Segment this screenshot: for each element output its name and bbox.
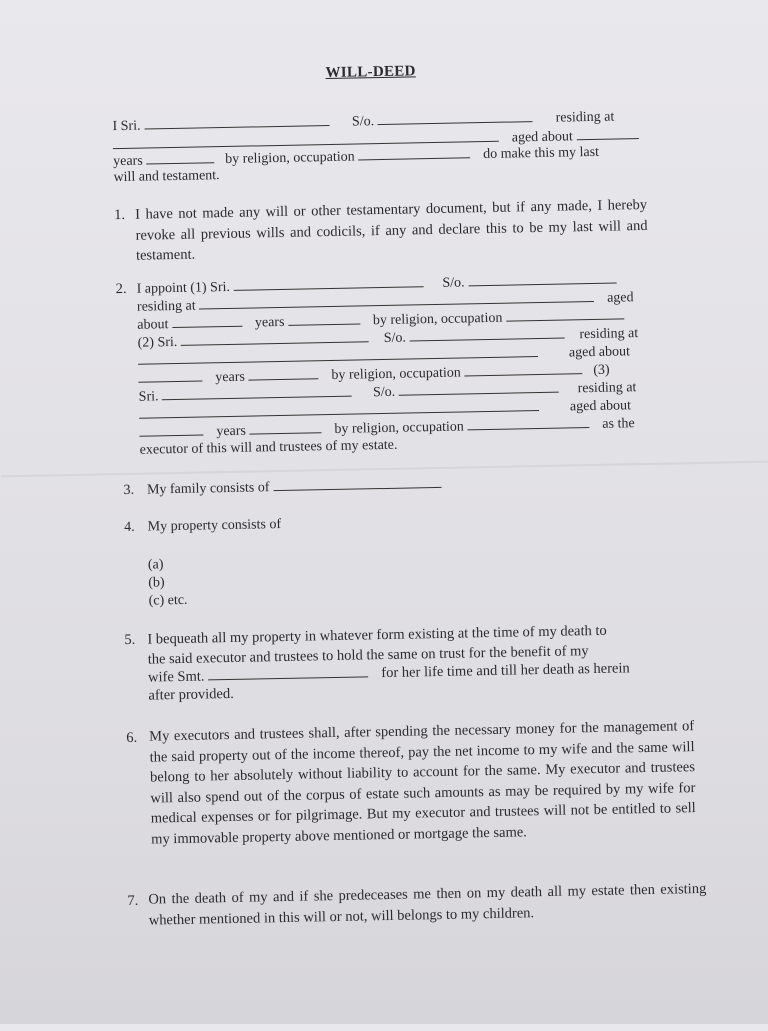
executor-1-residing-label: residing at (136, 298, 196, 315)
executor-2-residing-label: residing at (579, 326, 639, 343)
executor-3-aged-label: aged about (569, 398, 632, 415)
executor-2-so-label: S/o. (383, 330, 407, 346)
clause-5-line-2: the said executor and trustees to hold the same on trust for the benefit of my (147, 643, 589, 668)
executor-2-aged-label: aged about (568, 344, 631, 361)
executor-1-years-label: years (254, 314, 285, 331)
executor-3-so-label: S/o. (372, 384, 396, 401)
intro-do-make-label: do make this my last (482, 144, 600, 163)
wife-smt-label: wife Smt. (147, 668, 205, 686)
executor-2-occupation-blank[interactable] (464, 360, 582, 376)
executor-3-name-blank[interactable] (162, 383, 352, 401)
appoint-label: I appoint (1) Sri. (136, 279, 231, 297)
executor-3-religion-label: by religion, occupation (334, 419, 465, 437)
clause-5-number: 5. (124, 631, 136, 649)
wife-name-blank[interactable] (208, 663, 368, 680)
executor-2-age-blank[interactable] (138, 367, 202, 382)
life-time-label: for her life time and till her death as herein (381, 660, 630, 682)
executor-2-years-label: years (215, 369, 246, 386)
clause-5-line-1: I bequeath all my property in whatever form existing at the time of my death to (147, 622, 607, 648)
property-consists-label: My property consists of (147, 516, 282, 535)
intro-religion-label: by religion, occupation (225, 149, 355, 168)
executor-3-years-blank[interactable] (249, 419, 321, 434)
family-members-blank[interactable] (273, 474, 441, 491)
as-the-label: as the (602, 416, 635, 432)
family-consists-label: My family consists of (146, 480, 270, 498)
executor-2-religion-label: by religion, occupation (331, 365, 461, 384)
clause-4-line (124, 515, 281, 538)
executor-1-aged-label: aged (606, 290, 634, 306)
executor-3-father-blank[interactable] (398, 379, 558, 396)
clause-7-number: 7. (127, 892, 139, 910)
executor-1-religion-label: by religion, occupation (372, 310, 503, 329)
testator-name-blank[interactable] (144, 112, 329, 130)
executor-1-so-label: S/o. (442, 275, 465, 291)
testator-father-blank[interactable] (377, 108, 532, 125)
executor-3-years-label: years (216, 423, 247, 440)
testator-occupation-blank[interactable] (358, 144, 470, 160)
executor-1-about-label: about (137, 317, 169, 333)
property-item-a: (a) (147, 557, 164, 573)
executor-1-occupation-blank[interactable] (506, 305, 624, 321)
clause-6-text: My executors and trustees shall, after spending the necessary money for the management of the said property out of the income thereof, pay the net income to my wife and the same will belong to her absolutely without liability to account for the same. My executor and trustees will also spend out of the corpus of estate such amounts as may be required by my wife for medical expenses or for pilgrimage. But my executor and trustees will not be entitled to sell my immovable property above mentioned or mortgage the same. (149, 718, 696, 848)
intro-so-label: S/o. (351, 114, 375, 130)
clause-7-text: On the death of my and if she predeceases me then on my death all my estate then existing whether mentioned in this will or not, will belongs to my children. (148, 880, 707, 929)
executor-3-age-blank[interactable] (139, 421, 203, 436)
clause-4-number: 4. (124, 519, 135, 536)
clause-3-line (123, 474, 441, 501)
document-title: WILL-DEED (325, 63, 416, 82)
executor-3-sri-label: Sri. (138, 389, 159, 405)
executor-3-number-label: (3) (593, 362, 610, 378)
executor-3-residing-label: residing at (577, 380, 637, 397)
clause-2-number: 2. (115, 280, 127, 298)
intro-sri-label: I Sri. (112, 118, 141, 135)
property-item-c: (c) etc. (148, 592, 188, 609)
testator-age-blank[interactable] (576, 125, 638, 140)
property-item-b: (b) (148, 575, 165, 591)
clause-3-number: 3. (123, 482, 135, 499)
intro-residing-label: residing at (555, 109, 615, 126)
executor-3-occupation-blank[interactable] (467, 414, 589, 430)
executor-1-name-blank[interactable] (233, 273, 423, 291)
executor-1-years-blank[interactable] (288, 310, 360, 325)
executor-1-father-blank[interactable] (468, 270, 616, 287)
intro-will-testament: will and testament. (113, 168, 220, 186)
intro-aged-label: aged about (511, 129, 573, 146)
executor-1-age-blank[interactable] (172, 313, 242, 328)
executor-2-father-blank[interactable] (409, 325, 564, 342)
clause-5-after-provided: after provided. (148, 685, 234, 704)
testator-years-blank[interactable] (146, 149, 214, 164)
executor-2-name-blank[interactable] (181, 328, 369, 346)
executor-trustees-line: executor of this will and trustees of my estate. (139, 437, 398, 458)
executor-2-sri-label: (2) Sri. (137, 334, 178, 351)
executor-2-years-blank[interactable] (248, 365, 318, 380)
clause-1-text: I have not made any will or other testamentary document, but if any made, I hereby revoke all previous wills and codicils, if any and declare this to be my last will and testament. (135, 196, 648, 264)
intro-years-label: years (113, 153, 143, 170)
clause-6-number: 6. (126, 729, 138, 747)
clause-1-number: 1. (114, 206, 126, 224)
